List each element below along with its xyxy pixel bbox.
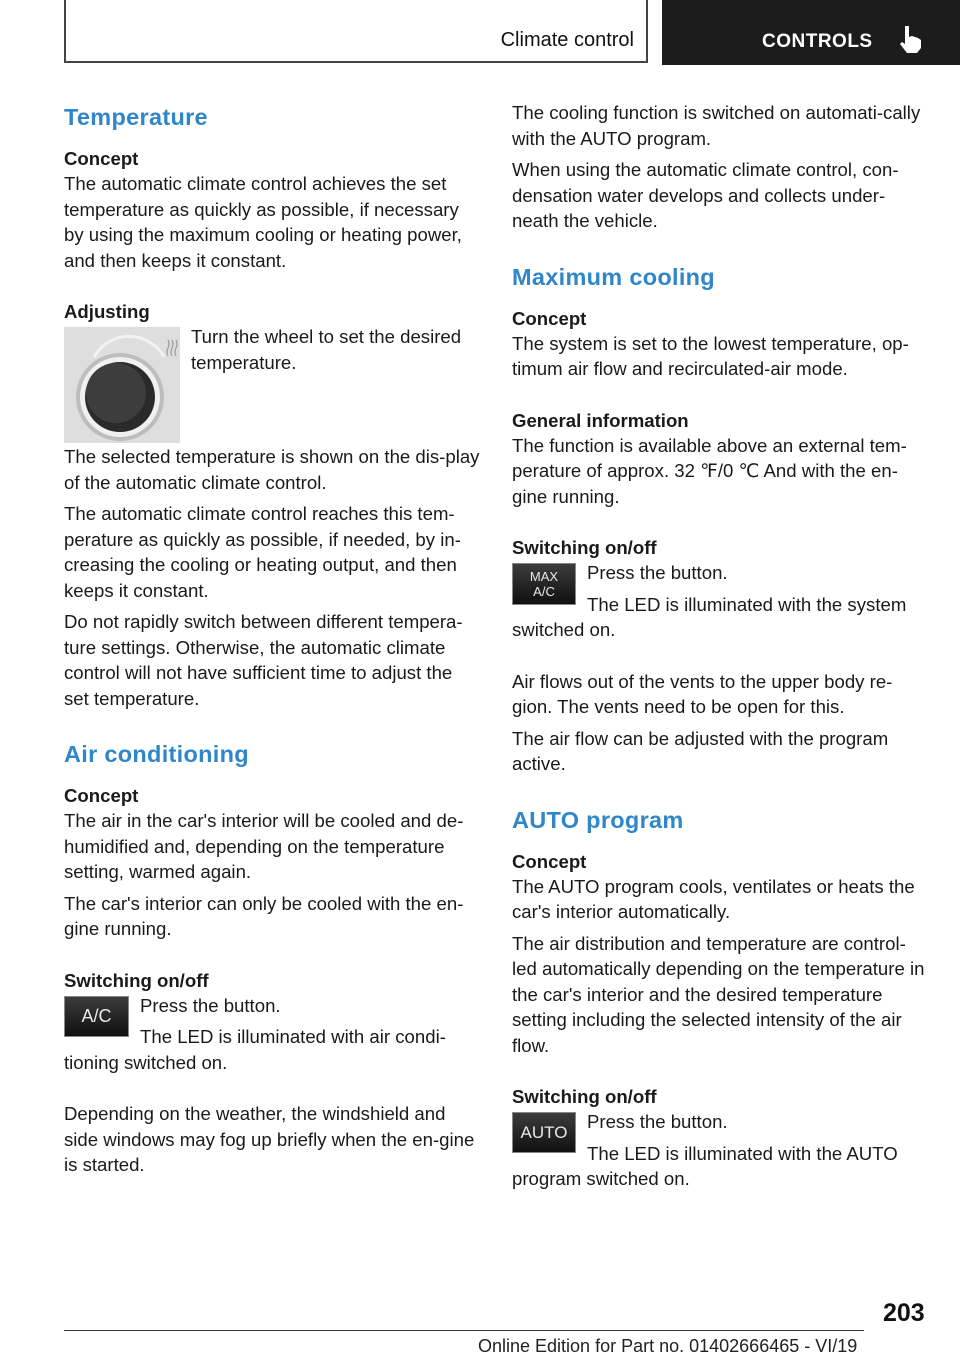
auto-concept-text: The AUTO program cools, ventilates or heats the car's interior automatically.: [512, 875, 915, 922]
temperature-knob-image: [64, 327, 180, 443]
max-concept-heading: Concept: [512, 307, 587, 329]
auto-para-1: The air distribution and temperature are control-led automatically depending on the temperature in the car's interior and the desired temperature setting including the selected intensity of the air flow.: [512, 932, 925, 1056]
max-ac-button-image: [512, 563, 576, 605]
page-number: 203: [883, 1299, 925, 1327]
cooling-intro-1: The cooling function is switched on automati-cally with the AUTO program.: [512, 102, 921, 149]
auto-switch-heading: Switching on/off: [512, 1086, 657, 1107]
chapter-title: CONTROLS: [762, 31, 873, 52]
ac-button-image: A/C: [64, 996, 129, 1037]
ac-switch-heading: Switching on/off: [64, 969, 209, 991]
ac-para-2: Depending on the weather, the windshield and side windows may fog up briefly when the en-gine is started.: [64, 1103, 475, 1175]
ac-para-1: The car's interior can only be cooled with the en-gine running.: [64, 892, 464, 939]
max-led-text: The LED is illuminated with the system switched on.: [512, 593, 907, 640]
max-para-2: The air flow can be adjusted with the program active.: [512, 727, 889, 774]
rotary-knob-icon: [64, 327, 180, 443]
auto-led-text: The LED is illuminated with the AUTO program switched on.: [512, 1142, 898, 1189]
max-button-label-bottom: A/C: [533, 584, 555, 599]
ac-press-text: Press the button.: [140, 994, 281, 1016]
auto-concept-heading: Concept: [512, 850, 587, 872]
air-conditioning-heading: Air conditioning: [64, 741, 249, 767]
adjusting-heading: Adjusting: [64, 301, 150, 322]
adjusting-text: Turn the wheel to set the desired temperature.: [191, 326, 462, 373]
temperature-concept-text: The automatic climate control achieves the set temperature as quickly as possible, if necessary by using the maximum cooling or heating power, and then keeps it constant.: [64, 173, 462, 271]
ac-concept-heading: Concept: [64, 785, 139, 806]
temperature-heading: Temperature: [64, 104, 208, 130]
temperature-para-1: The selected temperature is shown on the dis-play of the automatic climate control.: [64, 446, 480, 493]
auto-program-heading: AUTO program: [512, 806, 684, 833]
max-switch-heading: Switching on/off: [512, 537, 657, 558]
maximum-cooling-heading: Maximum cooling: [512, 263, 715, 290]
pointing-hand-icon: [896, 24, 924, 54]
ac-concept-text: The air in the car's interior will be cooled and de-humidified and, depending on the temperature setting, warmed again.: [64, 810, 464, 882]
max-button-label-top: MAX: [529, 569, 559, 584]
temperature-para-2: The automatic climate control reaches this tem-perature as quickly as possible, if needed, by in-creasing the cooling or heating output, and then keeps it constant.: [64, 503, 461, 601]
auto-button-image: AUTO: [512, 1112, 576, 1153]
temperature-para-3: Do not rapidly switch between different tempera-ture settings. Otherwise, the automatic climate control will not have sufficient time to adjust the set temperature.: [64, 611, 463, 709]
temperature-concept-heading: Concept: [64, 148, 139, 169]
header-section-box: [64, 0, 648, 63]
footer-divider: [64, 1330, 864, 1331]
general-info-text: The function is available above an external tem-perature of approx. 32 ℉/0 ℃ And with the en-gine running.: [512, 434, 907, 507]
max-concept-text: The system is set to the lowest temperature, op-timum air flow and recirculated-air mode.: [512, 332, 909, 379]
section-title: Climate control: [500, 29, 634, 51]
ac-led-text: The LED is illuminated with air condi-tioning switched on.: [64, 1026, 446, 1073]
left-column: [64, 100, 480, 1184]
general-info-heading: General information: [512, 409, 689, 431]
header-chapter-box: [662, 0, 960, 65]
right-column: [512, 100, 928, 1198]
max-press-text: Press the button.: [587, 562, 728, 583]
max-para-1: Air flows out of the vents to the upper body re-gion. The vents need to be open for this.: [512, 670, 893, 717]
auto-press-text: Press the button.: [587, 1111, 728, 1132]
cooling-intro-2: When using the automatic climate control, con-densation water develops and collects under-neath the vehicle.: [512, 159, 899, 231]
edition-note: Online Edition for Part no. 01402666465 - VI/19: [478, 1336, 858, 1356]
